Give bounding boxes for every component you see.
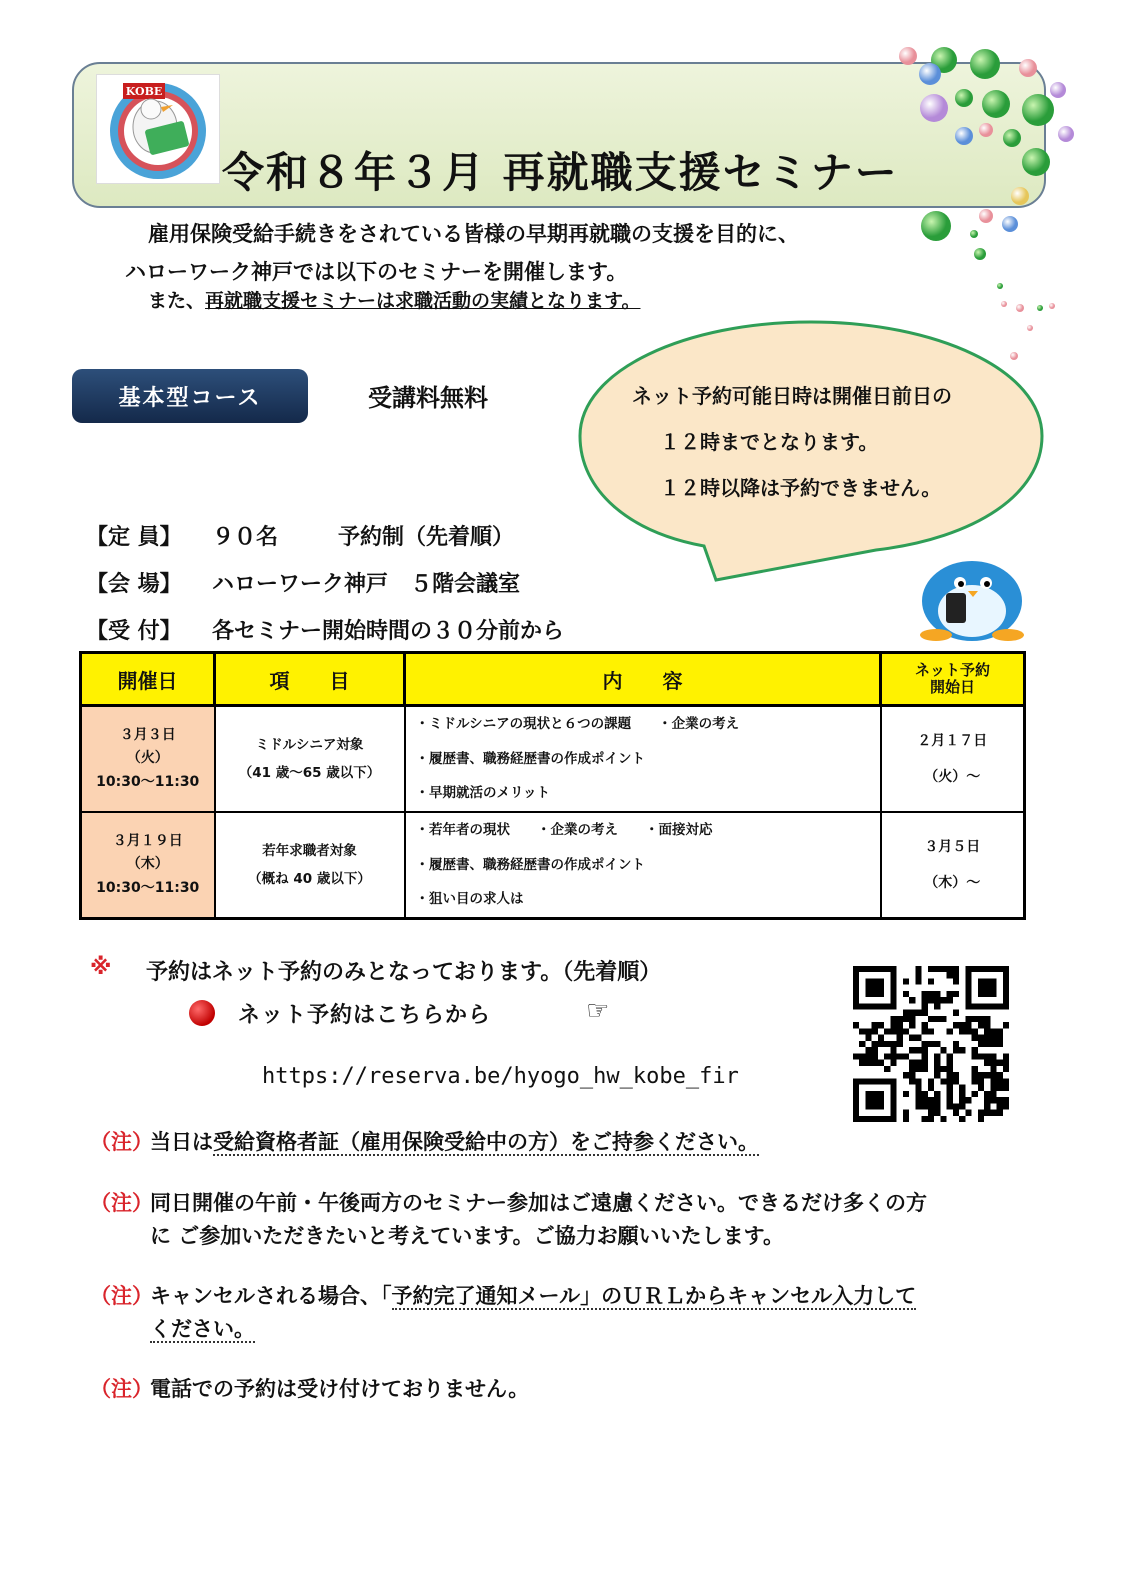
content-line: ・若年者の現状 ・企業の考え ・面接対応 bbox=[415, 822, 713, 839]
row-item-cell bbox=[215, 812, 405, 919]
bubble-line-2: １２時までとなります。 bbox=[660, 430, 879, 454]
reservation-link[interactable]: ネット予約はこちらから bbox=[238, 1003, 492, 1028]
qr-code-icon[interactable] bbox=[851, 966, 1011, 1122]
note-4-text: 電話での予約は受け付けておりません。 bbox=[150, 1377, 530, 1401]
note-3-underlined: 予約完了通知メール」のＵＲＬからキャンセル入力して bbox=[391, 1284, 917, 1308]
content-line: ・狙い目の求人は bbox=[415, 891, 524, 908]
row-item-target: 若年求職者対象 bbox=[262, 842, 357, 859]
note-1 bbox=[90, 1126, 1040, 1159]
venue-label: 【会 場】 bbox=[86, 572, 182, 597]
header-date: 開催日 bbox=[81, 653, 215, 706]
header-item: 項 目 bbox=[215, 653, 405, 706]
row-start-cell bbox=[881, 706, 1025, 813]
fee-label: 受講料無料 bbox=[368, 384, 488, 412]
row-item-age: （41 歳～65 歳以下） bbox=[238, 765, 381, 781]
pointing-hand-icon: ☞ bbox=[586, 996, 610, 1026]
note-2 bbox=[90, 1187, 1040, 1252]
note-4 bbox=[90, 1373, 1040, 1406]
intro-line-3-underlined: 再就職支援セミナーは求職活動の実績となります。 bbox=[205, 290, 641, 312]
red-dot-icon bbox=[189, 1000, 215, 1026]
note-1-underlined: 受給資格者証（雇用保険受給中の方）をご持参ください。 bbox=[213, 1130, 759, 1154]
note-label: （注） bbox=[90, 1191, 153, 1215]
note-label: （注） bbox=[90, 1284, 153, 1308]
row-content-cell bbox=[405, 812, 881, 919]
course-badge: 基本型コース bbox=[72, 369, 308, 423]
content-line: ・履歴書、職務経歴書の作成ポイント bbox=[415, 750, 645, 767]
intro-line-3 bbox=[148, 286, 641, 313]
table-row bbox=[81, 706, 1025, 813]
note-2-line-1: 同日開催の午前・午後両方のセミナー参加はご遠慮ください。できるだけ多くの方 bbox=[150, 1191, 927, 1215]
row-item-cell bbox=[215, 706, 405, 813]
bubble-line-3: １２時以降は予約できません。 bbox=[660, 476, 942, 500]
intro-line-2: ハローワーク神戸では以下のセミナーを開催します。 bbox=[125, 260, 628, 284]
bubble-line-1: ネット予約可能日時は開催日前日の bbox=[632, 384, 952, 408]
row-start-weekday: （火）～ bbox=[924, 769, 981, 785]
row-start-cell bbox=[881, 812, 1025, 919]
header-content: 内 容 bbox=[405, 653, 881, 706]
row-start-date: ２月１７日 bbox=[917, 732, 988, 749]
row-time: 10:30～11:30 bbox=[96, 773, 200, 790]
intro-line-1: 雇用保険受給手続きをされている皆様の早期再就職の支援を目的に、 bbox=[148, 222, 799, 246]
capacity-label: 【定 員】 bbox=[86, 525, 182, 550]
capacity-note: 予約制（先着順） bbox=[338, 525, 515, 550]
note-3-line-2: ください。 bbox=[150, 1316, 255, 1341]
table-row bbox=[81, 812, 1025, 919]
reservation-url[interactable]: https://reserva.be/hyogo_hw_kobe_fir bbox=[262, 1064, 739, 1089]
row-date-cell bbox=[81, 706, 215, 813]
schedule-table bbox=[79, 651, 1026, 920]
note-label: （注） bbox=[90, 1130, 153, 1154]
note-3 bbox=[90, 1280, 1040, 1345]
row-time: 10:30～11:30 bbox=[96, 879, 200, 896]
logo-text: KOBE bbox=[125, 85, 163, 98]
capacity-value: ９０名 bbox=[212, 525, 279, 550]
content-line: ・ミドルシニアの現状と６つの課題 ・企業の考え bbox=[415, 716, 740, 733]
note-3-prefix: キャンセルされる場合、「 bbox=[150, 1284, 392, 1308]
row-content-cell bbox=[405, 706, 881, 813]
row-item-age: （概ね 40 歳以下） bbox=[248, 871, 371, 887]
reservation-text: 予約はネット予約のみとなっております。（先着順） bbox=[146, 960, 662, 985]
header-start-date: ネット予約 開始日 bbox=[881, 653, 1025, 706]
reception-label: 【受 付】 bbox=[86, 619, 182, 644]
row-weekday: （木） bbox=[126, 856, 169, 873]
table-header-row bbox=[81, 653, 1025, 706]
penguin-mascot-icon bbox=[916, 553, 1028, 641]
venue-value: ハローワーク神戸 ５階会議室 bbox=[212, 572, 521, 597]
row-start-weekday: （木）～ bbox=[924, 875, 981, 891]
intro-line-3-prefix: また、 bbox=[148, 290, 206, 312]
page-title: 令和８年３月 再就職支援セミナー bbox=[222, 148, 899, 197]
row-start-date: ３月５日 bbox=[924, 838, 981, 855]
row-date-cell bbox=[81, 812, 215, 919]
row-date: ３月１９日 bbox=[112, 833, 183, 850]
kobe-logo bbox=[96, 74, 220, 184]
row-weekday: （火） bbox=[126, 750, 169, 767]
note-2-line-2: に ご参加いただきたいと考えています。ご協力お願いいたします。 bbox=[150, 1223, 784, 1248]
note-1-prefix: 当日は bbox=[150, 1130, 213, 1154]
note-label: （注） bbox=[90, 1377, 153, 1401]
content-line: ・早期就活のメリット bbox=[415, 785, 550, 802]
reception-value: 各セミナー開始時間の３０分前から bbox=[212, 619, 565, 644]
row-date: ３月３日 bbox=[119, 727, 176, 744]
content-line: ・履歴書、職務経歴書の作成ポイント bbox=[415, 856, 645, 873]
reservation-mark: ※ bbox=[90, 955, 112, 980]
row-item-target: ミドルシニア対象 bbox=[255, 736, 364, 753]
